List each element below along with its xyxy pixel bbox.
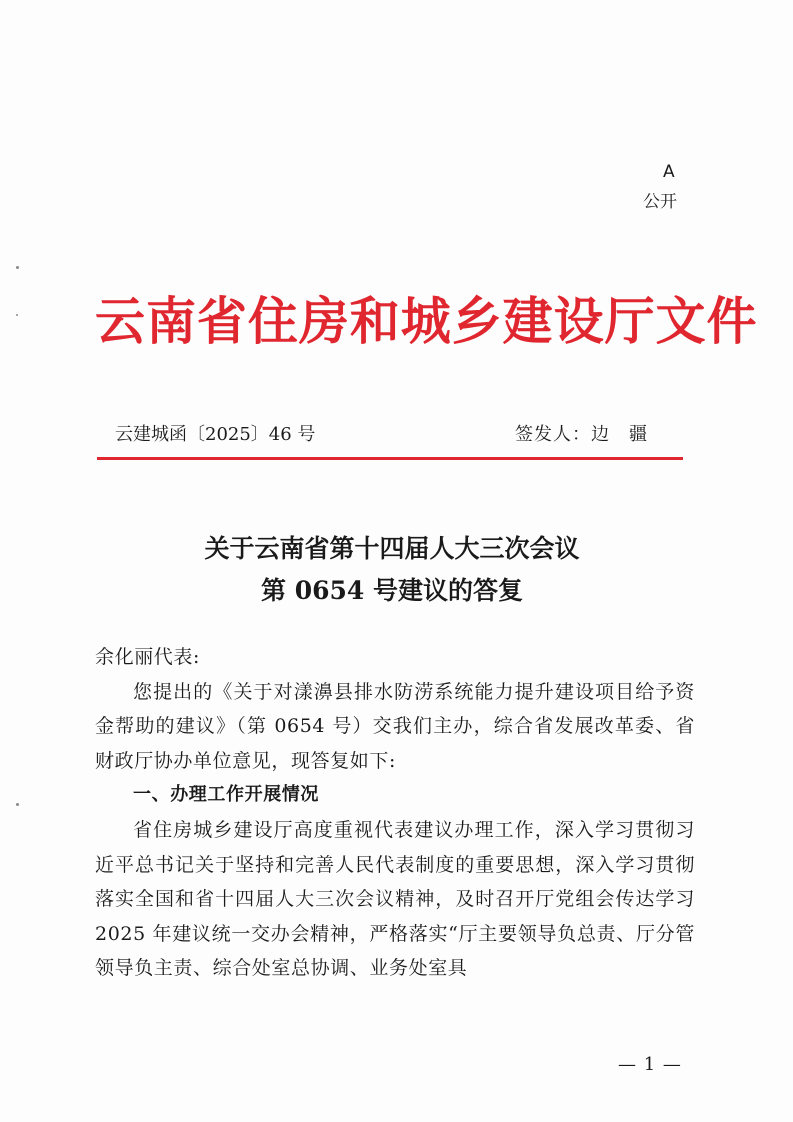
scan-speck bbox=[16, 803, 19, 806]
document-number: 云建城函〔2025〕46 号 bbox=[115, 424, 316, 445]
red-divider-line bbox=[97, 457, 683, 460]
salutation: 余化丽代表: bbox=[95, 646, 201, 668]
classification-block bbox=[643, 160, 683, 214]
subject-line-1: 关于云南省第十四届人大三次会议 bbox=[204, 534, 580, 563]
document-body bbox=[95, 640, 695, 986]
issuer-title: 云南省住房和城乡建设厅文件 bbox=[95, 293, 758, 352]
scan-speck bbox=[16, 266, 19, 269]
disclosure-status: 公开 bbox=[643, 192, 677, 212]
response-grade: A bbox=[663, 162, 675, 182]
section-heading: 一、办理工作开展情况 bbox=[133, 784, 319, 806]
scan-speck bbox=[16, 314, 18, 316]
subject-line-2: 第 0654 号建议的答复 bbox=[261, 576, 523, 605]
document-subject bbox=[96, 528, 688, 612]
body-paragraph: 您提出的《关于对漾濞县排水防涝系统能力提升建设项目给予资金帮助的建议》（第 0654 号）交我们主办，综合省发展改革委、省财政厅协办单位意见，现答复如下: bbox=[95, 680, 695, 772]
body-paragraph: 省住房城乡建设厅高度重视代表建议办理工作，深入学习贯彻习近平总书记关于坚持和完善人民代表制度的重要思想，深入学习贯彻落实全国和省十四届人大三次会议精神，及时召开厅党组会传达学习 2025 年建议统一交办会精神，严格落实“厅主要领导负总责、厅分管领导负主责、综合处室总协调、业务处室具 bbox=[95, 818, 695, 980]
page-number: — 1 — bbox=[618, 1054, 682, 1075]
signer: 签发人：边 疆 bbox=[515, 424, 648, 445]
